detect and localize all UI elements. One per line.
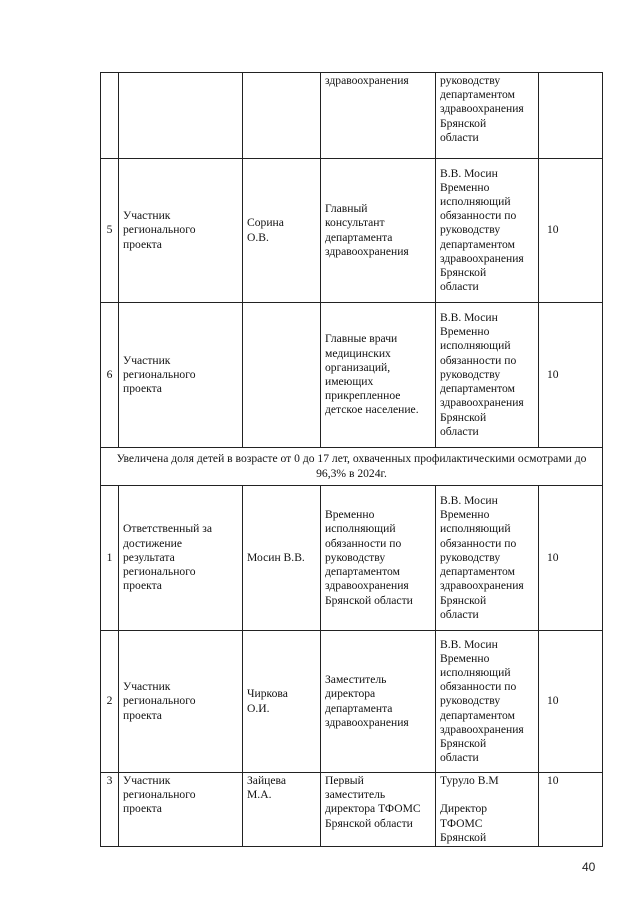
table-body-bottom	[101, 486, 603, 847]
supervisor-cell	[436, 631, 539, 773]
supervisor-cell	[436, 303, 539, 448]
participant-position-text: здравоохранения	[325, 74, 409, 87]
supervisor-text: руководству департаментом здравоохранения Брянской области	[440, 74, 524, 144]
page-number: 40	[582, 860, 596, 874]
supervisor-cell	[436, 486, 539, 631]
participant-position-cell	[321, 73, 436, 159]
score-text: 10	[547, 550, 559, 564]
score-cell	[539, 303, 603, 448]
row-number-cell	[101, 486, 119, 631]
row-number-cell	[101, 773, 119, 847]
score-text: 10	[547, 367, 559, 381]
participant-role-cell	[119, 303, 243, 448]
participant-position-text: Главный консультант департамента здравоохранения	[325, 202, 409, 258]
supervisor-cell	[436, 159, 539, 303]
table-row	[101, 73, 603, 159]
participant-position-text: Временно исполняющий обязанности по руководству департаментом здравоохранения Брянской области	[325, 508, 413, 607]
row-number-text: 5	[106, 223, 113, 237]
participant-role-cell	[119, 73, 243, 159]
row-number-text: 6	[106, 367, 113, 381]
participant-role-cell	[119, 486, 243, 631]
row-number-text: 1	[106, 550, 113, 564]
participant-name-text: Мосин В.В.	[247, 550, 305, 564]
participant-name-cell	[243, 631, 321, 773]
table-row	[101, 159, 603, 303]
row-number-cell	[101, 303, 119, 448]
supervisor-cell	[436, 73, 539, 159]
supervisor-cell	[436, 773, 539, 847]
participant-role-cell	[119, 773, 243, 847]
score-text: 10	[547, 694, 559, 708]
table-section-header	[101, 448, 603, 486]
score-cell	[539, 486, 603, 631]
table-row	[101, 303, 603, 448]
participant-name-cell	[243, 303, 321, 448]
responsibility-table	[100, 72, 603, 847]
table-body-top	[101, 73, 603, 448]
score-cell	[539, 73, 603, 159]
supervisor-text: В.В. Мосин Временно исполняющий обязанности по руководству департаментом здравоохранения Брянской области	[440, 311, 524, 438]
row-number-text: 3	[106, 774, 113, 787]
participant-position-cell	[321, 486, 436, 631]
participant-position-text: Заместитель директора департамента здравоохранения	[325, 673, 409, 729]
participant-name-cell	[243, 486, 321, 631]
supervisor-text: В.В. Мосин Временно исполняющий обязанности по руководству департаментом здравоохранения Брянской области	[440, 637, 524, 765]
participant-name-cell	[243, 159, 321, 303]
participant-position-text: Первый заместитель директора ТФОМС Брянской области	[325, 774, 421, 830]
supervisor-text: В.В. Мосин Временно исполняющий обязанности по руководству департаментом здравоохранения Брянской области	[440, 494, 524, 621]
row-number-text: 2	[106, 694, 113, 708]
participant-role-text: Участник регионального проекта	[123, 774, 196, 816]
participant-position-text: Главные врачи медицинских организаций, имеющих прикрепленное детское население.	[325, 332, 419, 417]
score-text: 10	[547, 774, 559, 787]
table-row	[101, 486, 603, 631]
participant-role-cell	[119, 631, 243, 773]
table-row	[101, 773, 603, 847]
row-number-cell	[101, 73, 119, 159]
participant-name-text: Зайцева М.А.	[247, 774, 286, 802]
table-row	[101, 631, 603, 773]
section-header-text: Увеличена доля детей в возрасте от 0 до 17 лет, охваченных профилактическими осмотрами до 96,3% в 2024г.	[116, 452, 587, 480]
participant-role-text: Участник регионального проекта	[123, 209, 196, 251]
score-text: 10	[547, 223, 559, 237]
participant-name-text: Чиркова О.И.	[247, 687, 288, 715]
participant-name-text: Сорина О.В.	[247, 216, 284, 244]
score-cell	[539, 159, 603, 303]
supervisor-text: В.В. Мосин Временно исполняющий обязанности по руководству департаментом здравоохранения Брянской области	[440, 166, 524, 294]
participant-name-cell	[243, 773, 321, 847]
participant-role-text: Участник регионального проекта	[123, 680, 196, 722]
section-header-cell	[101, 448, 603, 486]
row-number-cell	[101, 631, 119, 773]
participant-position-cell	[321, 303, 436, 448]
participant-position-cell	[321, 773, 436, 847]
participant-role-cell	[119, 159, 243, 303]
participant-name-cell	[243, 73, 321, 159]
participant-position-cell	[321, 159, 436, 303]
participant-role-text: Участник регионального проекта	[123, 353, 196, 396]
row-number-cell	[101, 159, 119, 303]
participant-position-cell	[321, 631, 436, 773]
participant-role-text: Ответственный за достижение результата регионального проекта	[123, 522, 212, 593]
score-cell	[539, 631, 603, 773]
supervisor-text: Туруло В.М Директор ТФОМС Брянской	[440, 774, 499, 844]
score-cell	[539, 773, 603, 847]
section-header-row	[101, 448, 603, 486]
